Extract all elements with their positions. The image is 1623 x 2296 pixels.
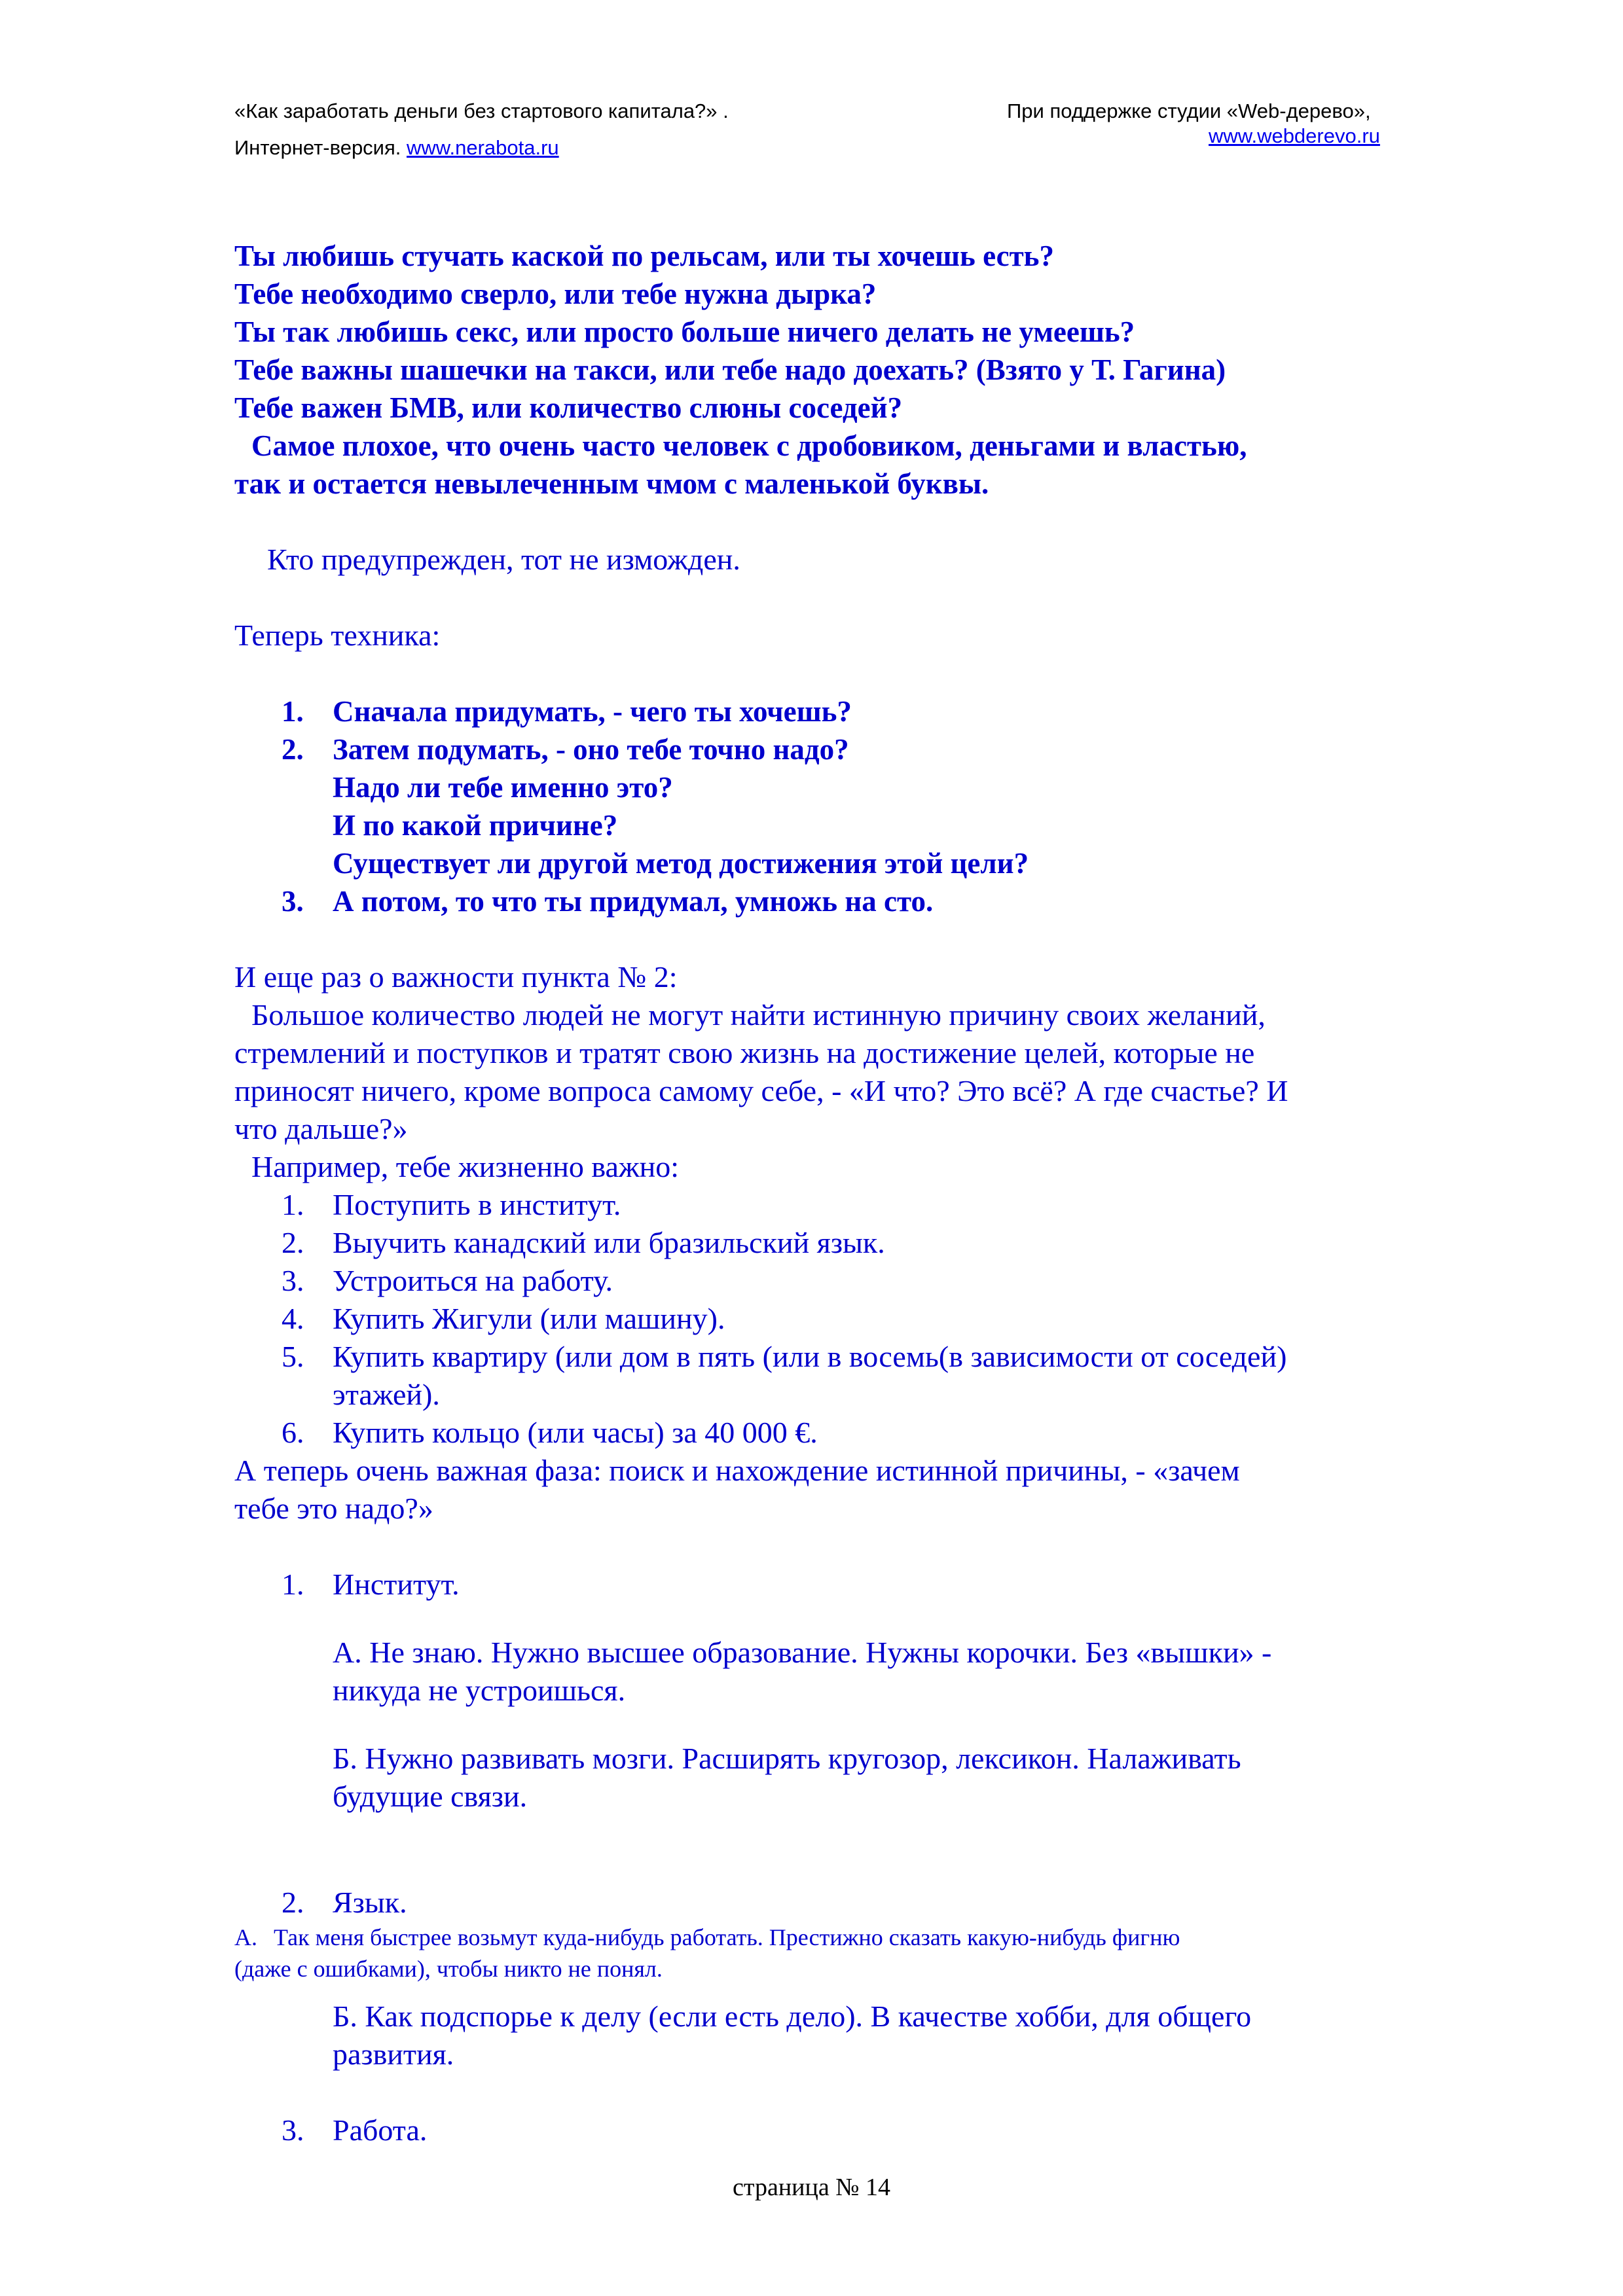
again-line: стремлений и поступков и тратят свою жизнь на достижение целей, которые не bbox=[234, 1036, 1255, 1069]
intro-line: Тебе важен БМВ, или количество слюны соседей? bbox=[234, 391, 903, 424]
goal-item: 2. Выучить канадский или бразильский язык. bbox=[282, 1226, 885, 1259]
goal-item: 4. Купить Жигули (или машину). bbox=[282, 1302, 725, 1335]
technique-title: Теперь техника: bbox=[234, 619, 441, 652]
analysis-a-small: А. Так меня быстрее возьмут куда-нибудь работать. Престижно сказать какую-нибудь фигню (даже с ошибками), чтобы никто не понял. bbox=[234, 1922, 1413, 1984]
technique-step: Существует ли другой метод достижения этой цели? bbox=[333, 847, 1029, 880]
phase-paragraph bbox=[234, 1452, 1413, 1528]
analysis-b: Б. Как подспорье к делу (если есть дело). В качестве хобби, для общего развития. bbox=[333, 2000, 1252, 2071]
technique-step: И по какой причине? bbox=[333, 809, 618, 842]
header-version-label: Интернет-версия. bbox=[234, 136, 401, 159]
technique-step: 2. Затем подумать, - оно тебе точно надо? bbox=[282, 733, 849, 766]
goal-item: 6. Купить кольцо (или часы) за 40 000 €. bbox=[282, 1416, 818, 1449]
again-title: И еще раз о важности пункта № 2: bbox=[234, 960, 678, 994]
header-left-line1: «Как заработать деньги без стартового капитала?» . bbox=[234, 99, 729, 122]
intro-bold-block bbox=[234, 237, 1413, 503]
analysis-item-title: 1. Институт. bbox=[282, 1568, 460, 1601]
header-right-line1: При поддержке студии «Web-дерево», bbox=[1007, 99, 1371, 122]
technique-step: 3. А потом, то что ты придумал, умножь на сто. bbox=[282, 885, 934, 918]
again-line: приносят ничего, кроме вопроса самому себе, - «И что? Это всё? А где счастье? И bbox=[234, 1074, 1288, 1107]
goals-list bbox=[234, 1186, 1413, 1452]
page-number: страница № 14 bbox=[733, 2174, 890, 2201]
technique-step: 1. Сначала придумать, - чего ты хочешь? bbox=[282, 695, 852, 728]
analysis-item-title: 3. Работа. bbox=[282, 2113, 428, 2147]
again-line: Большое количество людей не могут найти истинную причину своих желаний, bbox=[251, 998, 1266, 1031]
again-paragraph bbox=[234, 996, 1413, 1148]
technique-list bbox=[234, 692, 1413, 920]
intro-line: Тебе важны шашечки на такси, или тебе надо доехать? (Взято у Т. Гагина) bbox=[234, 353, 1226, 386]
main-content bbox=[234, 237, 1413, 2149]
technique-step: Надо ли тебе именно это? bbox=[333, 771, 673, 804]
analysis-a-label: А. bbox=[234, 1924, 257, 1950]
analysis-item-title: 2. Язык. bbox=[282, 1886, 407, 1919]
analysis-item-work bbox=[234, 2111, 1413, 2149]
intro-line: Ты любишь стучать каской по рельсам, или ты хочешь есть? bbox=[234, 240, 1054, 272]
analysis-a: А. Не знаю. Нужно высшее образование. Нужны корочки. Без «вышки» - никуда не устроишься. bbox=[333, 1636, 1272, 1707]
phase-line: А теперь очень важная фаза: поиск и нахождение истинной причины, - «зачем bbox=[234, 1454, 1240, 1487]
analysis-item-institute bbox=[234, 1566, 1413, 1816]
header-right-link-row bbox=[1209, 123, 1380, 149]
webderevo-link[interactable]: www.webderevo.ru bbox=[1209, 124, 1380, 147]
again-line: что дальше?» bbox=[234, 1112, 408, 1145]
analysis-b: Б. Нужно развивать мозги. Расширять кругозор, лексикон. Налаживать будущие связи. bbox=[333, 1742, 1241, 1813]
intro-line: Тебе необходимо сверло, или тебе нужна дырка? bbox=[234, 278, 877, 310]
intro-line: Самое плохое, что очень часто человек с дробовиком, деньгами и властью, bbox=[251, 429, 1247, 462]
goal-item: 3. Устроиться на работу. bbox=[282, 1264, 613, 1297]
intro-line: Ты так любишь секс, или просто больше ничего делать не умеешь? bbox=[234, 315, 1135, 348]
nerabota-link[interactable]: www.nerabota.ru bbox=[407, 136, 559, 159]
analysis-item-language bbox=[234, 1884, 1413, 2073]
phase-line: тебе это надо?» bbox=[234, 1492, 433, 1525]
example-title: Например, тебе жизненно важно: bbox=[251, 1150, 680, 1183]
goal-item: 1. Поступить в институт. bbox=[282, 1188, 621, 1221]
goal-item: 5. Купить квартиру (или дом в пять (или в восемь(в зависимости от соседей) этажей). bbox=[282, 1340, 1287, 1411]
header-left-line2 bbox=[234, 135, 559, 161]
intro-line: так и остается невылеченным чмом с маленькой буквы. bbox=[234, 467, 989, 500]
saying: Кто предупрежден, тот не изможден. bbox=[267, 543, 740, 576]
